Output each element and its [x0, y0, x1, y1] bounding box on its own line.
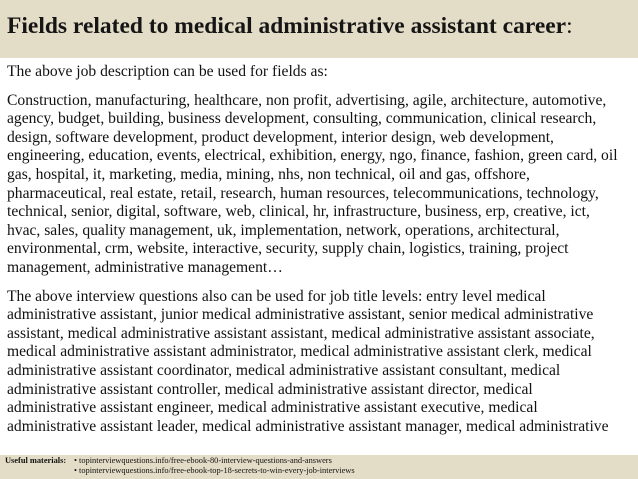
job-levels-paragraph: [7, 288, 635, 437]
footer-label: Useful materials:: [5, 456, 67, 465]
fields-line: agency, budget, building, business development, consulting, communication, clinical research,: [7, 110, 597, 128]
fields-paragraph: [7, 92, 635, 278]
page-title-colon: :: [566, 13, 573, 39]
page-title-text: Fields related to medical administrative assistant career: [7, 13, 567, 39]
fields-line: gas, hospital, it, marketing, media, mining, nhs, non technical, oil and gas, offshore,: [7, 165, 530, 183]
slide-content: [7, 63, 635, 455]
levels-line: administrative assistant engineer, medical administrative assistant executive, medical: [7, 399, 538, 417]
fields-line: design, software development, product development, interior design, web development,: [7, 128, 554, 146]
levels-line: administrative assistant coordinator, medical administrative assistant consultant, medical: [7, 361, 561, 379]
levels-line: The above interview questions also can be used for job title levels: entry level medical: [7, 287, 546, 305]
levels-line: administrative assistant leader, medical administrative assistant manager, medical administrative: [7, 417, 609, 435]
fields-line: Construction, manufacturing, healthcare, non profit, advertising, agile, architecture, automotive,: [7, 91, 607, 109]
levels-line: administrative assistant, junior medical administrative assistant, senior medical administrative: [7, 306, 594, 324]
levels-line: administrative assistant controller, medical administrative assistant director, medical: [7, 380, 533, 398]
fields-line: technical, senior, digital, software, web, clinical, hr, infrastructure, business, erp, creative, ict,: [7, 203, 590, 221]
footer-bar: [0, 455, 638, 479]
footer-link[interactable]: • topinterviewquestions.info/free-ebook-top-18-secrets-to-win-every-job-interviews: [74, 465, 355, 475]
footer-links: [74, 456, 355, 475]
title-bar: [0, 0, 638, 58]
page-title: [7, 12, 638, 40]
fields-line: pharmaceutical, real estate, retail, research, human resources, telecommunications, technology,: [7, 184, 599, 202]
fields-line: engineering, education, events, electrical, exhibition, energy, ngo, finance, fashion, green card, oil: [7, 147, 618, 165]
fields-line: hvac, sales, quality management, uk, implementation, network, operations, architectural,: [7, 221, 560, 239]
levels-line: medical administrative assistant administrator, medical administrative assistant clerk, medical: [7, 343, 592, 361]
levels-line: assistant, medical administrative assistant assistant, medical administrative assistant associate,: [7, 324, 595, 342]
fields-line: environmental, crm, website, interactive, security, supply chain, logistics, training, project: [7, 240, 569, 258]
footer-link[interactable]: • topinterviewquestions.info/free-ebook-80-interview-questions-and-answers: [74, 456, 332, 465]
fields-line: management, administrative management…: [7, 258, 283, 276]
intro-paragraph: The above job description can be used for fields as:: [7, 63, 328, 80]
